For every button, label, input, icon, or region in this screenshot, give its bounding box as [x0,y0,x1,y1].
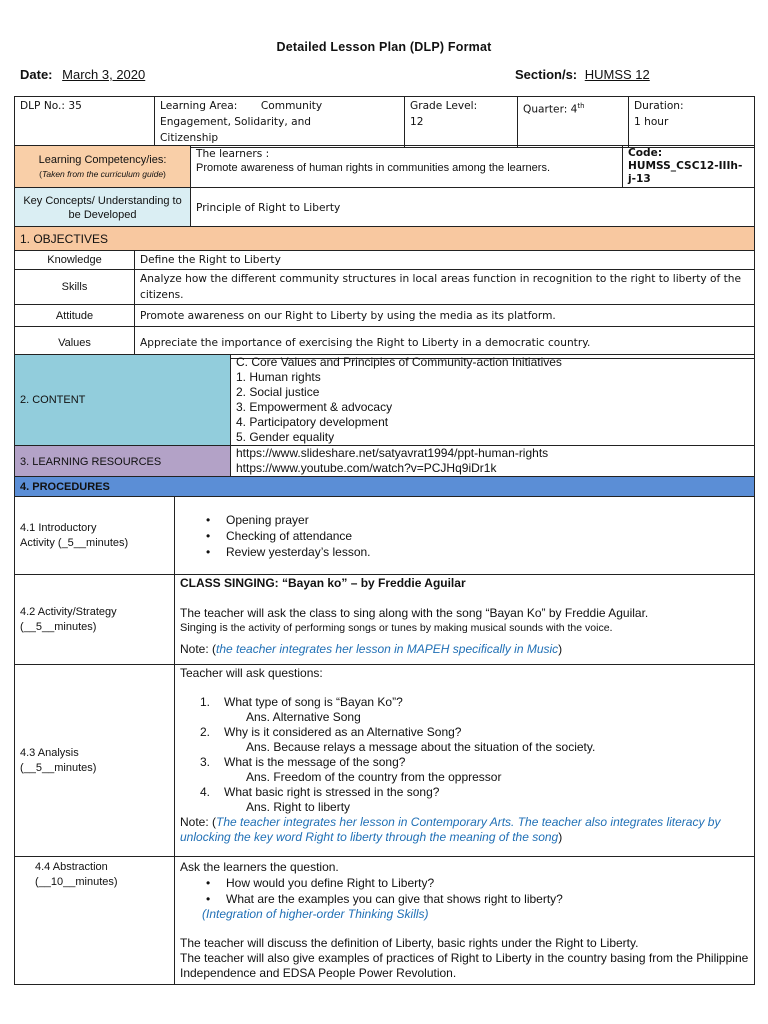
analysis-label [15,665,175,857]
intro-num: 4.1 [20,521,39,534]
analysis-content [175,665,755,857]
learning-area-label: Learning Area: [160,100,238,112]
activity-strategy-content [175,575,755,665]
document-title: Detailed Lesson Plan (DLP) Format [276,40,492,54]
note-end: ) [558,642,563,656]
competency-table [14,145,755,228]
analysis-num: 4.3 [20,746,38,759]
learning-area-value-3: Citizenship [160,132,219,144]
content-line: C. Core Values and Principles of Community-action Initiatives [236,355,562,369]
note-text: the teacher integrates her lesson in MAPEH specifically in Music [216,642,559,656]
objective-label-skills: Skills [15,270,135,305]
list-item: 3. What is the message of the song? [200,755,406,769]
competency-text-cell [191,146,623,188]
abstraction-num: 4.4 [35,861,53,873]
answer: Ans. Freedom of the country from the oppressor [246,770,502,784]
activity-minutes: (__5__minutes) [20,620,97,633]
intro-activity-label [15,497,175,575]
objective-label-values: Values [15,327,135,359]
grade-level-cell [405,97,518,148]
date-value: March 3, 2020 [62,67,146,82]
intro-title-2: Activity [20,536,55,549]
quarter-label: Quarter: 4 [523,103,578,116]
objective-value-skills: Analyze how the different community structures in local areas function in recognition to the right to liberty of the citizens. [135,270,755,305]
competency-text: Promote awareness of human rights in communities among the learners. [196,162,551,174]
quarter-sup: th [577,102,585,110]
objectives-heading: 1. OBJECTIVES [15,227,755,251]
learning-area-value: Community [260,100,323,112]
duration-cell [629,97,755,148]
objective-value-knowledge: Define the Right to Liberty [135,251,755,270]
list-item: • Opening prayer [180,512,749,528]
list-item: • Review yesterday’s lesson. [180,544,749,560]
code-value: HUMSS_CSC12-IIIh-j-13 [628,160,743,185]
analysis-minutes: (__5__minutes) [20,761,97,774]
objective-value-values: Appreciate the importance of exercising the Right to Liberty in a democratic country. [135,327,755,359]
competency-label: Learning Competency/ies: [38,153,167,166]
activity-paragraph-2 [180,621,749,636]
note-end: ) [558,830,563,844]
info-table [14,96,755,148]
analysis-title: Analysis [37,746,79,759]
resource-link[interactable]: https://www.slideshare.net/satyavrat1994/ppt-human-rights [236,446,549,460]
note-label: Note: ( [180,642,217,656]
content-table [14,354,755,478]
list-item: 1. What type of song is “Bayan Ko”? [200,695,403,709]
para2-start: Singing is [180,622,231,634]
abstraction-paragraph-2: The teacher will also give examples of practices of Right to Liberty in the country basing from the Philippine Independence and EDSA People Power Revolution. [180,951,749,980]
content-list [231,355,755,446]
abstraction-title: Abstraction [52,861,108,873]
procedures-table [14,476,755,985]
activity-note [180,642,749,657]
procedures-heading: 4. PROCEDURES [15,477,755,497]
duration-label: Duration: [634,100,684,112]
answer: Ans. Because relays a message about the situation of the society. [246,740,596,754]
objectives-table [14,226,755,359]
activity-strategy-label [15,575,175,665]
learning-area-cell [155,97,405,148]
content-line: 4. Participatory development [236,415,389,429]
analysis-intro: Teacher will ask questions: [180,666,323,680]
quarter-cell [518,97,629,148]
duration-value: 1 hour [634,116,669,128]
intro-title: Introductory [38,521,97,534]
answer: Ans. Right to liberty [246,800,351,814]
dlp-number: DLP No.: 35 [15,97,155,148]
resources-heading: 3. LEARNING RESOURCES [15,446,231,478]
list-item: • How would you define Right to Liberty? [180,875,749,891]
competency-label-cell: Learning Competency/ies: (Taken from the curriculum guide) [15,146,191,188]
list-item: • Checking of attendance [180,528,749,544]
abstraction-intro: Ask the learners the question. [180,860,339,874]
content-line: 3. Empowerment & advocacy [236,400,393,414]
section-label: Section/s: [515,67,578,82]
abstraction-label [15,857,175,985]
grade-level-label: Grade Level: [410,100,478,112]
intro-activity-content [175,497,755,575]
code-label: Code: [628,147,663,159]
objective-label-knowledge: Knowledge [15,251,135,270]
intro-minutes: (_5__minutes) [54,536,129,549]
analysis-questions [180,695,749,815]
grade-level-value: 12 [410,116,424,128]
learning-area-value-2: Engagement, Solidarity, and [160,116,312,128]
content-line: 5. Gender equality [236,430,335,444]
learners-label: The learners : [196,148,270,160]
activity-paragraph-1: The teacher will ask the class to sing along with the song “Bayan Ko” by Freddie Aguilar. [180,606,649,620]
answer: Ans. Alternative Song [246,710,361,724]
key-concepts-value: Principle of Right to Liberty [191,188,755,228]
abstraction-minutes: (__10__minutes) [35,876,118,888]
note-label: Note: ( [180,815,217,829]
abstraction-paragraph-1: The teacher will discuss the definition of Liberty, basic rights under the Right to Liberty. [180,936,639,950]
activity-num: 4.2 [20,605,38,618]
date-label: Date: [20,67,53,82]
resource-link[interactable]: https://www.youtube.com/watch?v=PCJHq9iDr1k [236,461,497,475]
list-item: 2. Why is it considered as an Alternative Song? [200,725,462,739]
activity-heading: CLASS SINGING: “Bayan ko” – by Freddie Aguilar [180,576,466,590]
content-line: 2. Social justice [236,385,320,399]
resources-list [231,446,755,478]
para2-rest: the activity of performing songs or tunes by making musical sounds with the voice [230,622,610,634]
abstraction-content [175,857,755,985]
code-cell [623,146,755,188]
objective-label-attitude: Attitude [15,305,135,327]
date-row [20,67,245,82]
list-item: 4. What basic right is stressed in the song? [200,785,440,799]
objective-value-attitude: Promote awareness on our Right to Liberty by using the media as its platform. [135,305,755,327]
integration-note: (Integration of higher-order Thinking Skills) [202,907,429,921]
list-item: • What are the examples you can give that shows right to liberty? [180,891,749,907]
competency-sublabel: Taken from the curriculum guide [41,168,164,179]
key-concepts-label: Key Concepts/ Understanding to be Developed [15,188,191,228]
analysis-note [180,815,749,845]
section-value: HUMSS 12 [584,67,650,82]
activity-title: Activity/Strategy [37,605,117,618]
section-row [515,67,650,82]
note-text: The teacher integrates her lesson in Contemporary Arts. The teacher also integrates literacy by unlocking the key word Right to liberty through the meaning of the song [180,815,721,844]
content-heading: 2. CONTENT [15,355,231,446]
para2-end: . [609,622,613,634]
content-line: 1. Human rights [236,370,321,384]
